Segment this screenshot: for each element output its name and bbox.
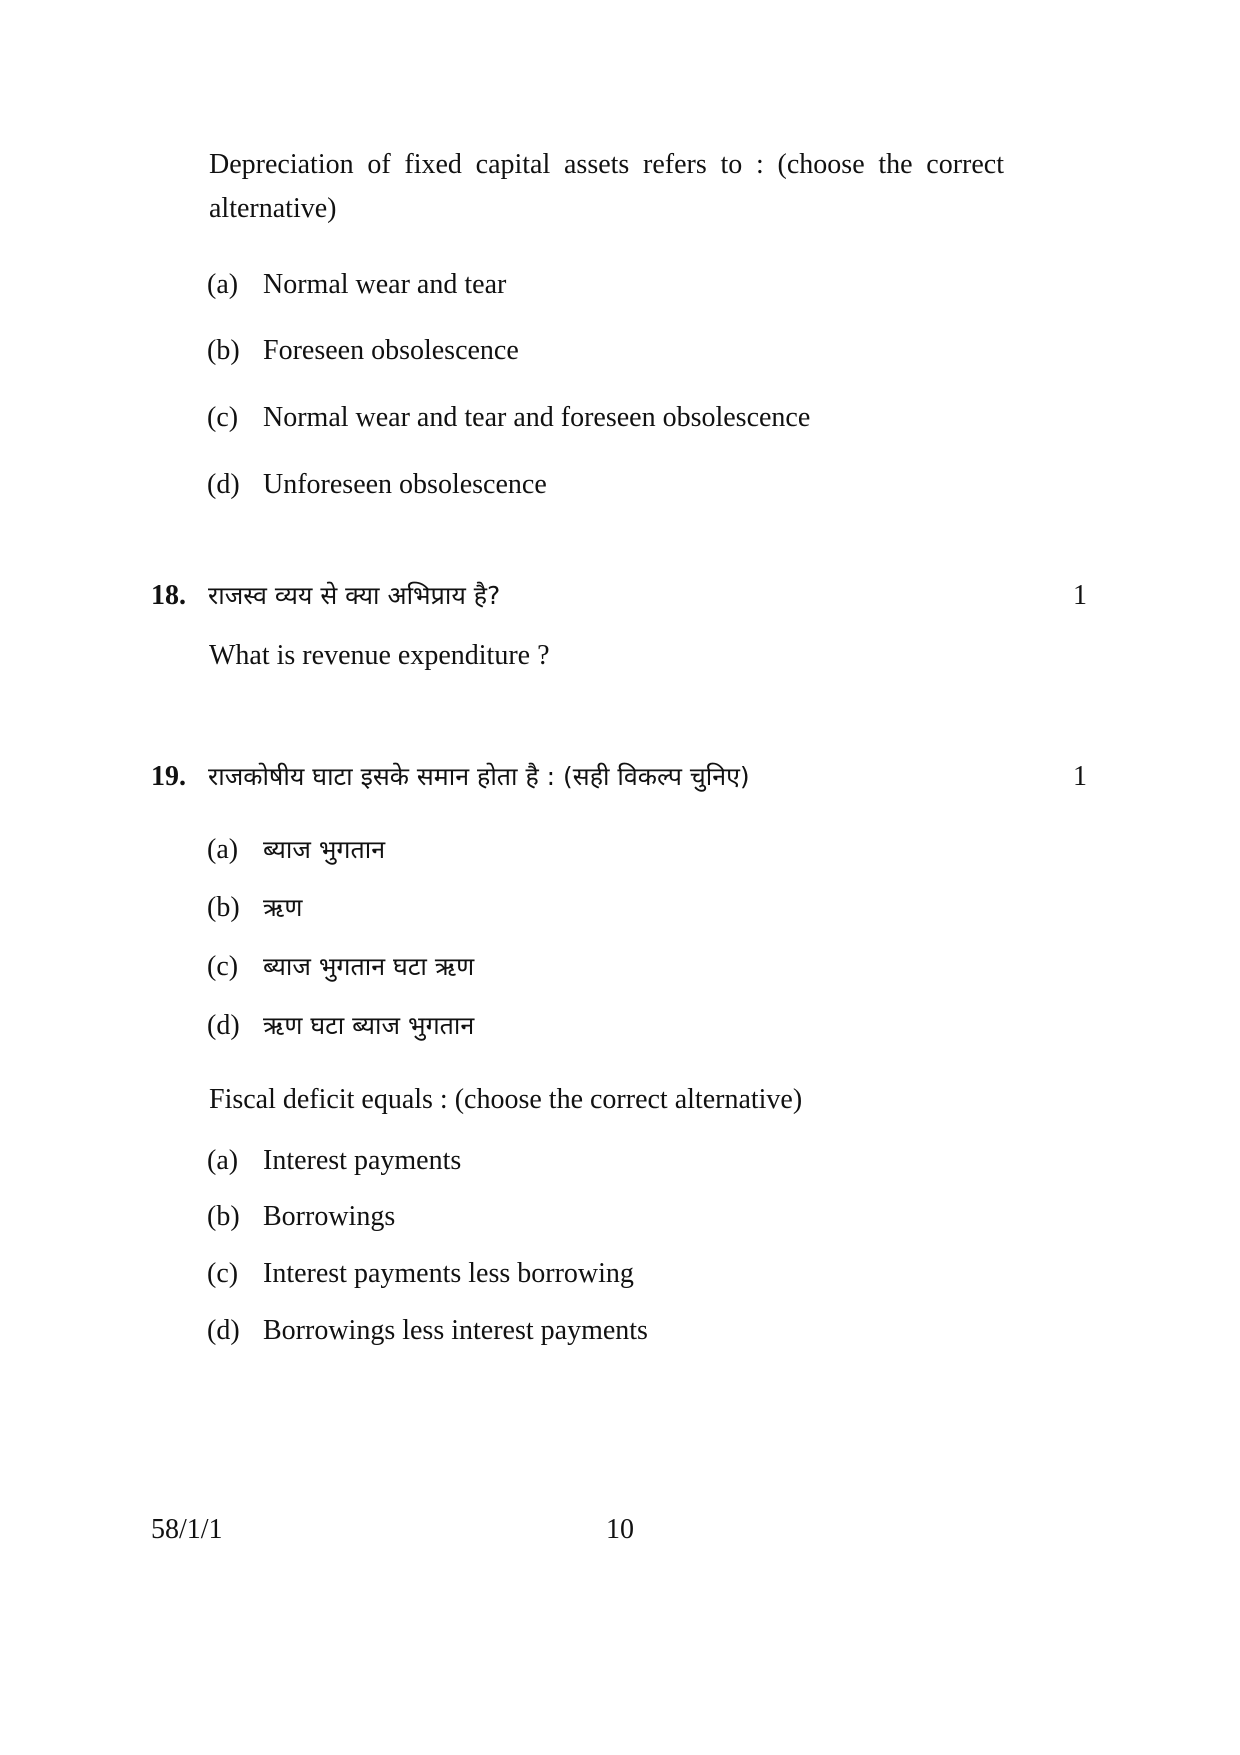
q19-hindi-option-b — [207, 886, 302, 930]
q18-number: 18. — [151, 580, 186, 611]
q19-english-option-a — [207, 1139, 461, 1183]
q19-marks: 1 — [1073, 761, 1087, 792]
q19-hindi-question: राजकोषीय घाटा इसके समान होता है : (सही विकल्प चुनिए) — [208, 762, 750, 791]
paper-code: 58/1/1 — [151, 1514, 223, 1545]
option-text: ऋण — [263, 893, 303, 922]
option-text: Borrowings — [263, 1201, 396, 1232]
option-label: (a) — [207, 1145, 239, 1176]
option-text: ब्याज भुगतान — [263, 835, 386, 864]
q17-option-c — [207, 396, 810, 440]
q19-number: 19. — [151, 761, 186, 792]
q19-hindi-option-a — [207, 828, 385, 872]
option-text: Unforeseen obsolescence — [263, 469, 547, 500]
q19-hindi-option-c — [207, 945, 474, 989]
option-label: (c) — [207, 402, 239, 433]
option-text: Borrowings less interest payments — [263, 1315, 648, 1346]
option-text: Normal wear and tear — [263, 269, 507, 300]
option-label: (b) — [207, 335, 240, 366]
q17-option-d — [207, 463, 547, 507]
option-text: ब्याज भुगतान घटा ऋण — [263, 952, 475, 981]
option-label: (a) — [207, 269, 239, 300]
option-text: Normal wear and tear and foreseen obsolescence — [263, 402, 811, 433]
q19-hindi-option-d — [207, 1004, 474, 1048]
option-label: (c) — [207, 951, 239, 982]
option-label: (a) — [207, 834, 239, 865]
q17-option-b — [207, 329, 519, 373]
q17-option-a — [207, 263, 506, 307]
option-label: (b) — [207, 892, 240, 923]
q18-hindi-question: राजस्व व्यय से क्या अभिप्राय है? — [208, 581, 501, 610]
q17-english-question: Depreciation of fixed capital assets refers to : (choose the correct alternative) — [209, 149, 1004, 224]
option-text: Foreseen obsolescence — [263, 335, 519, 366]
option-text: Interest payments — [263, 1145, 462, 1176]
q19-english-option-b — [207, 1195, 395, 1239]
q19-english-option-c — [207, 1252, 634, 1296]
option-label: (d) — [207, 469, 240, 500]
option-label: (d) — [207, 1010, 240, 1041]
q19-english-option-d — [207, 1309, 648, 1353]
option-label: (c) — [207, 1258, 239, 1289]
option-text: Interest payments less borrowing — [263, 1258, 634, 1289]
option-label: (b) — [207, 1201, 240, 1232]
option-text: ऋण घटा ब्याज भुगतान — [263, 1011, 475, 1040]
page-number: 10 — [606, 1514, 634, 1545]
q18-marks: 1 — [1073, 580, 1087, 611]
q18-english-question: What is revenue expenditure ? — [209, 640, 550, 671]
option-label: (d) — [207, 1315, 240, 1346]
q19-english-question: Fiscal deficit equals : (choose the correct alternative) — [209, 1084, 803, 1115]
